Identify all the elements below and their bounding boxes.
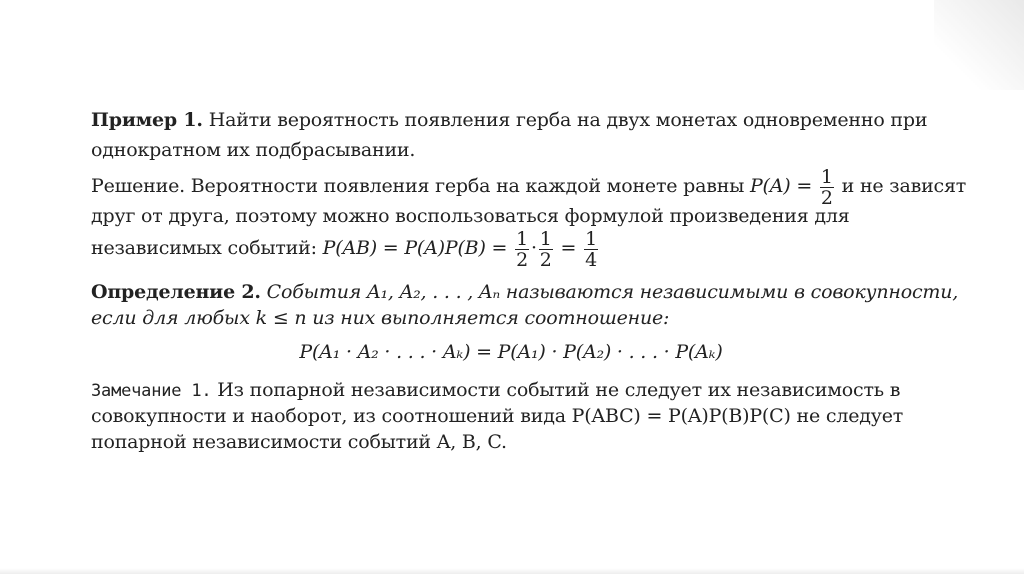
solution-line-2 — [91, 204, 850, 228]
remark-line-1 — [91, 378, 900, 403]
fraction-numerator: 1 — [516, 227, 528, 250]
fraction-one-half-b — [539, 229, 553, 270]
fraction-denominator: 2 — [516, 248, 528, 271]
remark-label: Замечание 1. — [91, 381, 212, 401]
page-corner-decoration — [934, 0, 1024, 90]
remark-line-2 — [91, 404, 903, 428]
solution-text-1: Решение. Вероятности появления герба на каждой монете равны — [91, 175, 745, 197]
slide-bottom-edge — [0, 568, 1024, 574]
remark-text-1: Из попарной независимости событий не следует их независимость в — [217, 379, 901, 401]
definition-line-2 — [91, 306, 669, 330]
solution-text-3: независимых событий: — [91, 237, 317, 259]
fraction-numerator: 1 — [539, 227, 552, 250]
definition-text-2: если для любых k ≤ n из них выполняется соотношение: — [91, 307, 670, 329]
definition-text-1: События A₁, A₂, . . . , Aₙ называются независимыми в совокупности, — [266, 281, 959, 303]
definition-label: Определение 2. — [91, 281, 261, 303]
example-line-2 — [91, 138, 415, 162]
fraction-denominator: 4 — [585, 248, 597, 271]
solution-text-2: друг от друга, поэтому можно воспользоваться формулой произведения для — [91, 205, 850, 227]
fraction-denominator: 2 — [820, 186, 833, 209]
remark-text-2: совокупности и наоборот, из соотношений вида P(ABC) = P(A)P(B)P(C) не следует — [91, 405, 904, 427]
example-label: Пример 1. — [91, 109, 203, 131]
example-line-1 — [91, 108, 927, 132]
fraction-one-half-a — [515, 229, 529, 270]
fraction-one-quarter — [584, 229, 598, 270]
fraction-numerator: 1 — [820, 165, 833, 188]
example-text-1: Найти вероятность появления герба на двух монетах одновременно при — [208, 109, 928, 131]
fraction-one-half — [820, 167, 834, 208]
example-text-2: однократном их подбрасывании. — [91, 139, 416, 161]
fraction-numerator: 1 — [585, 227, 597, 250]
remark-text-3: попарной независимости событий A, B, C. — [91, 431, 507, 453]
definition-line-1 — [91, 280, 958, 304]
solution-math-pab: P(AB) = P(A)P(B) = — [322, 237, 508, 259]
independence-formula — [91, 340, 931, 364]
formula-text: P(A₁ · A₂ · . . . · Aₖ) = P(A₁) · P(A₂) · . . . · P(Aₖ) — [299, 341, 723, 363]
solution-math-pa: P(A) = — [749, 175, 813, 197]
remark-line-3 — [91, 430, 507, 454]
solution-text-1-tail: и не зависят — [841, 175, 967, 197]
fraction-denominator: 2 — [539, 248, 552, 271]
multiplication-dot: · — [530, 237, 537, 259]
solution-line-3 — [91, 228, 600, 270]
equals-sign: = — [560, 237, 577, 259]
solution-line-1 — [91, 166, 966, 208]
